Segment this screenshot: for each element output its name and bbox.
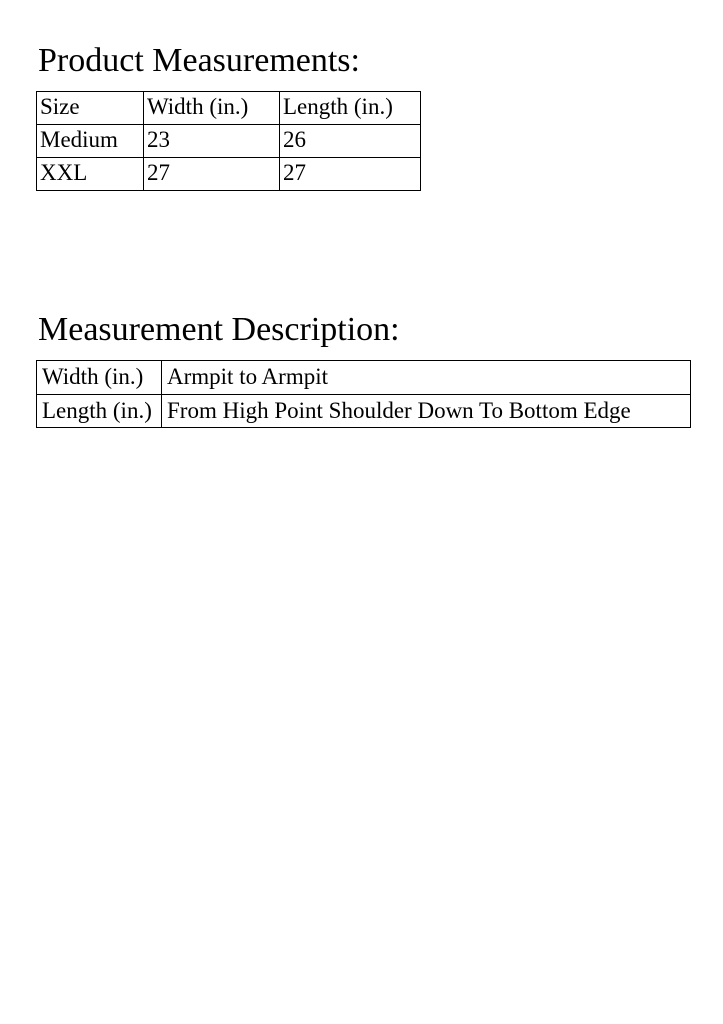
table-row (37, 158, 421, 191)
cell-measurement-description: From High Point Shoulder Down To Bottom Edge (162, 394, 691, 428)
cell-measurement-label: Width (in.) (37, 361, 162, 395)
table-row (37, 125, 421, 158)
table-row (37, 394, 691, 428)
cell-size: XXL (37, 158, 144, 191)
cell-width: 27 (144, 158, 280, 191)
table-header-row (37, 92, 421, 125)
cell-length: 26 (280, 125, 421, 158)
cell-measurement-description: Armpit to Armpit (162, 361, 691, 395)
cell-size: Medium (37, 125, 144, 158)
column-header-length: Length (in.) (280, 92, 421, 125)
cell-width: 23 (144, 125, 280, 158)
product-measurements-title: Product Measurements: (38, 42, 360, 79)
product-measurements-table (36, 91, 421, 191)
cell-measurement-label: Length (in.) (37, 394, 162, 428)
cell-length: 27 (280, 158, 421, 191)
column-header-width: Width (in.) (144, 92, 280, 125)
measurement-description-title: Measurement Description: (38, 311, 400, 348)
column-header-size: Size (37, 92, 144, 125)
measurement-description-table (36, 360, 691, 428)
table-row (37, 361, 691, 395)
